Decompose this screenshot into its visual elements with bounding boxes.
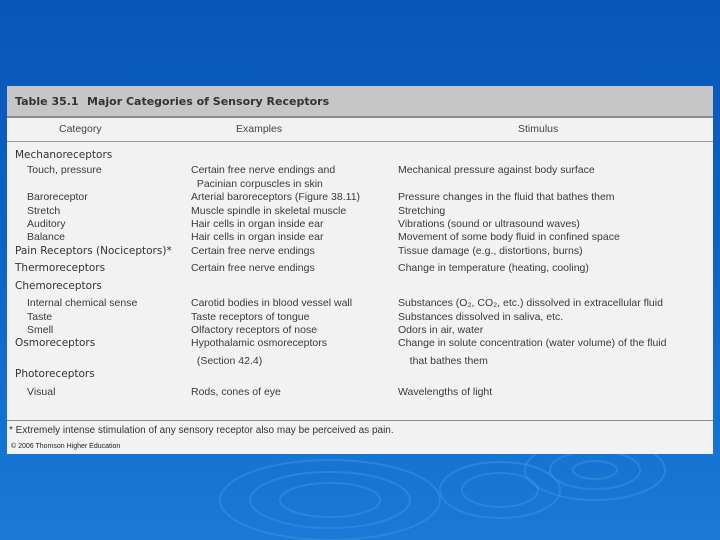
cell-stimulus: Odors in air, water bbox=[398, 324, 484, 337]
cell-examples: Pacinian corpuscles in skin bbox=[191, 177, 323, 190]
cell-examples: Certain free nerve endings bbox=[191, 244, 315, 257]
cell-stimulus: Vibrations (sound or ultrasound waves) bbox=[398, 217, 580, 230]
header-divider bbox=[7, 141, 713, 142]
cell-category: Osmoreceptors bbox=[15, 337, 96, 350]
cell-category: Auditory bbox=[27, 217, 66, 230]
cell-category: Touch, pressure bbox=[27, 164, 102, 177]
table-footnote: * Extremely intense stimulation of any sensory receptor also may be perceived as pain. bbox=[9, 425, 394, 436]
table-row bbox=[7, 324, 713, 337]
cell-category: Chemoreceptors bbox=[15, 279, 102, 292]
table-row bbox=[7, 386, 713, 399]
cell-category: Thermoreceptors bbox=[15, 262, 106, 275]
sensory-receptors-table bbox=[7, 86, 713, 454]
cell-examples: (Section 42.4) bbox=[191, 354, 263, 367]
table-row bbox=[7, 355, 713, 368]
cell-category: Stretch bbox=[27, 204, 61, 217]
cell-category: Mechanoreceptors bbox=[15, 149, 113, 161]
cell-stimulus: Mechanical pressure against body surface bbox=[398, 164, 595, 177]
cell-examples: Taste receptors of tongue bbox=[191, 310, 310, 323]
cell-examples: Olfactory receptors of nose bbox=[191, 324, 318, 337]
footer-divider bbox=[7, 420, 713, 421]
copyright-notice: © 2006 Thomson Higher Education bbox=[11, 443, 121, 450]
cell-category: Baroreceptor bbox=[27, 191, 88, 204]
table-row bbox=[7, 368, 713, 386]
cell-stimulus: Pressure changes in the fluid that bathes them bbox=[398, 191, 615, 204]
cell-category: Smell bbox=[27, 324, 54, 337]
cell-stimulus: Wavelengths of light bbox=[398, 385, 493, 398]
cell-examples: Rods, cones of eye bbox=[191, 385, 281, 398]
table-title-bar bbox=[7, 86, 713, 118]
cell-stimulus: Change in solute concentration (water volume) of the fluid bbox=[398, 337, 667, 350]
table-row bbox=[7, 297, 713, 310]
cell-category: Pain Receptors (Nociceptors)* bbox=[15, 244, 172, 257]
cell-examples: Hypothalamic osmoreceptors bbox=[191, 337, 327, 350]
cell-examples: Certain free nerve endings and bbox=[191, 164, 336, 177]
table-row bbox=[7, 311, 713, 324]
cell-examples: Arterial baroreceptors (Figure 38.11) bbox=[191, 191, 361, 204]
table-row bbox=[7, 245, 713, 263]
table-row bbox=[7, 262, 713, 280]
cell-examples: Hair cells in organ inside ear bbox=[191, 217, 324, 230]
table-row bbox=[7, 164, 713, 177]
cell-category: Balance bbox=[27, 231, 65, 244]
cell-stimulus: Movement of some body fluid in confined space bbox=[398, 231, 620, 244]
cell-examples: Certain free nerve endings bbox=[191, 262, 315, 275]
table-row bbox=[7, 337, 713, 355]
cell-category: Taste bbox=[27, 310, 53, 323]
table-row bbox=[7, 149, 713, 164]
table-row bbox=[7, 191, 713, 204]
cell-examples: Hair cells in organ inside ear bbox=[191, 231, 324, 244]
cell-examples: Carotid bodies in blood vessel wall bbox=[191, 297, 353, 310]
cell-category: Visual bbox=[27, 385, 56, 398]
header-stimulus: Stimulus bbox=[518, 123, 559, 135]
table-row bbox=[7, 231, 713, 244]
table-row bbox=[7, 178, 713, 191]
cell-category: Photoreceptors bbox=[15, 368, 95, 381]
cell-stimulus: Substances (O₂, CO₂, etc.) dissolved in extracellular fluid bbox=[398, 297, 663, 310]
cell-stimulus: Change in temperature (heating, cooling) bbox=[398, 262, 589, 275]
cell-examples: Muscle spindle in skeletal muscle bbox=[191, 204, 347, 217]
cell-stimulus: Stretching bbox=[398, 204, 446, 217]
table-header-row bbox=[7, 123, 713, 139]
cell-stimulus: Substances dissolved in saliva, etc. bbox=[398, 310, 564, 323]
header-examples: Examples bbox=[236, 123, 283, 135]
table-row bbox=[7, 218, 713, 231]
table-number: Table 35.1 bbox=[15, 94, 79, 108]
table-body bbox=[7, 149, 713, 399]
table-title: Major Categories of Sensory Receptors bbox=[87, 94, 330, 108]
table-row bbox=[7, 280, 713, 298]
header-category: Category bbox=[59, 123, 102, 135]
cell-stimulus: Tissue damage (e.g., distortions, burns) bbox=[398, 244, 583, 257]
cell-category: Internal chemical sense bbox=[27, 297, 138, 310]
table-row bbox=[7, 205, 713, 218]
cell-stimulus: that bathes them bbox=[398, 354, 488, 367]
